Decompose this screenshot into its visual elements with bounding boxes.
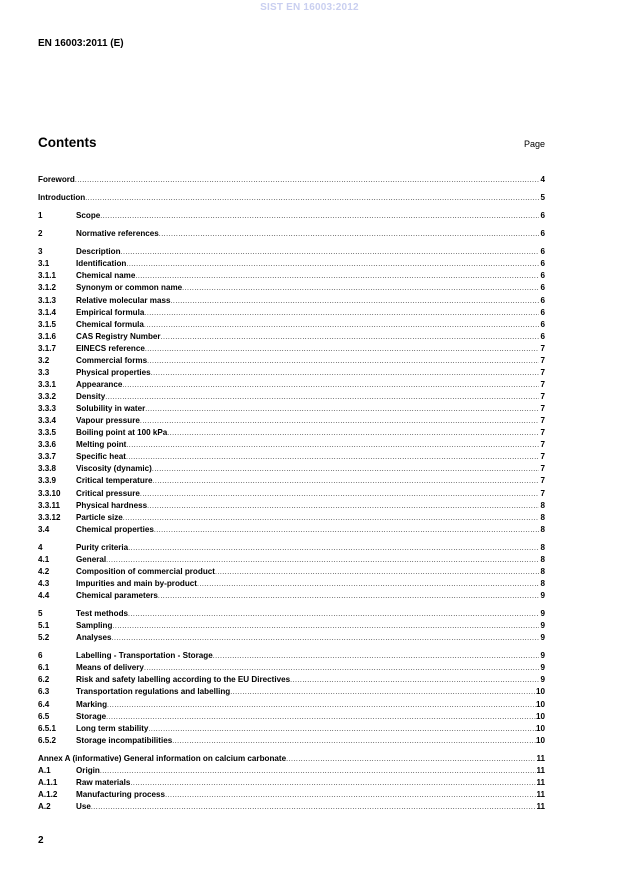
toc-entry-number: 3.3.12: [38, 512, 61, 522]
toc-entry-number: 3.3.5: [38, 428, 57, 438]
toc-entry-number: 5: [38, 609, 43, 619]
toc-leader-dots: [128, 543, 539, 555]
toc-entry-title: Specific heat: [76, 452, 126, 462]
toc-entry-title: Relative molecular mass: [76, 295, 171, 305]
toc-entry-number: 3.3.11: [38, 500, 61, 510]
toc-entry-page: 7: [540, 488, 545, 498]
toc-entry-page: 8: [540, 554, 545, 564]
toc-entry[interactable]: [38, 801, 545, 813]
toc-entry-title: Long term stability: [76, 723, 149, 733]
toc-entry[interactable]: [38, 542, 545, 554]
toc-entry-page: 11: [536, 789, 545, 799]
toc-entry[interactable]: [38, 319, 545, 331]
toc-entry-title: Test methods: [76, 609, 129, 619]
toc-entry-title: Synonym or common name: [76, 283, 183, 293]
toc-entry-page: 11: [536, 777, 545, 787]
toc-entry-number: 3.3: [38, 367, 50, 377]
toc-entry-title: Appearance: [76, 379, 123, 389]
toc-leader-dots: [165, 790, 536, 802]
toc-entry-number: 6.3: [38, 687, 50, 697]
toc-entry-number: A.1.2: [38, 789, 58, 799]
toc-entry-page: 6: [540, 295, 545, 305]
toc-entry[interactable]: [38, 228, 545, 240]
toc-entry-title: Marking: [76, 699, 108, 709]
toc-entry-number: 3.1.3: [38, 295, 57, 305]
toc-leader-dots: [121, 247, 539, 259]
toc-entry[interactable]: [38, 632, 545, 644]
toc-entry[interactable]: [38, 192, 545, 204]
toc-entry-title: Chemical formula: [76, 319, 144, 329]
toc-entry-number: 6.5.1: [38, 723, 57, 733]
toc-entry-page: 7: [540, 404, 545, 414]
toc-entry[interactable]: [38, 282, 545, 294]
toc-entry-page: 6: [540, 271, 545, 281]
toc-leader-dots: [213, 651, 539, 663]
toc-entry-number: 3.3.1: [38, 379, 57, 389]
toc-entry-page: 9: [540, 633, 545, 643]
toc-entry[interactable]: [38, 566, 545, 578]
toc-entry-number: A.1: [38, 765, 51, 775]
toc-entry[interactable]: [38, 174, 545, 186]
toc-entry[interactable]: [38, 427, 545, 439]
toc-leader-dots: [126, 440, 539, 452]
toc-entry-title: Critical pressure: [76, 488, 140, 498]
toc-entry-title: Storage incompatibilities: [76, 735, 173, 745]
toc-entry-number: 3.3.6: [38, 440, 57, 450]
toc-leader-dots: [100, 211, 539, 223]
toc-entry-number: 5.2: [38, 633, 50, 643]
toc-entry-title: Foreword: [38, 175, 75, 184]
toc-entry-title: Critical temperature: [76, 476, 153, 486]
toc-entry[interactable]: [38, 210, 545, 222]
toc-leader-dots: [145, 344, 539, 356]
toc-entry-number: 3.3.2: [38, 392, 57, 401]
toc-leader-dots: [122, 380, 539, 392]
toc-entry-number: 6.5: [38, 711, 50, 721]
table-of-contents: [38, 174, 545, 813]
toc-entry-title: Chemical properties: [76, 524, 154, 534]
toc-leader-dots: [105, 392, 539, 404]
toc-entry-number: 3.1.5: [38, 319, 57, 329]
toc-entry-title: Density: [76, 392, 106, 401]
toc-entry-number: 6.5.2: [38, 735, 57, 745]
toc-entry-title: Physical hardness: [76, 500, 148, 510]
toc-entry[interactable]: [38, 512, 545, 524]
toc-entry-page: 6: [540, 319, 545, 329]
toc-entry-page: 7: [540, 367, 545, 377]
toc-entry[interactable]: [38, 753, 545, 765]
toc-entry[interactable]: [38, 686, 545, 698]
toc-entry[interactable]: [38, 735, 545, 747]
toc-entry-title: Commercial forms: [76, 355, 148, 365]
toc-leader-dots: [128, 609, 539, 621]
toc-leader-dots: [286, 754, 536, 766]
toc-entry-number: A.1.1: [38, 777, 58, 787]
toc-entry-number: 3.3.10: [38, 488, 61, 498]
toc-entry-page: 7: [540, 476, 545, 486]
toc-entry[interactable]: [38, 608, 545, 620]
toc-entry-number: 4.2: [38, 566, 50, 576]
toc-leader-dots: [100, 766, 537, 778]
toc-entry-page: 8: [540, 578, 545, 588]
toc-leader-dots: [107, 700, 536, 712]
toc-leader-dots: [197, 579, 539, 591]
toc-entry[interactable]: [38, 379, 545, 391]
toc-entry-page: 4: [540, 175, 545, 184]
toc-entry-number: 3.1.2: [38, 283, 57, 293]
toc-entry-page: 11: [536, 802, 545, 811]
toc-entry-title: Labelling - Transportation - Storage: [76, 651, 213, 661]
toc-leader-dots: [148, 724, 536, 736]
toc-entry[interactable]: [38, 554, 545, 566]
toc-entry-page: 11: [536, 753, 545, 763]
toc-entry-page: 5: [540, 193, 545, 203]
toc-entry[interactable]: [38, 777, 545, 789]
toc-entry-page: 9: [540, 663, 545, 673]
toc-entry-title: Origin: [76, 765, 100, 775]
toc-entry-title: Sampling: [76, 621, 113, 631]
toc-entry-title: Purity criteria: [76, 542, 129, 552]
toc-leader-dots: [144, 320, 539, 332]
toc-leader-dots: [158, 591, 539, 603]
toc-entry-page: 6: [540, 229, 545, 239]
toc-leader-dots: [91, 802, 537, 814]
toc-leader-dots: [112, 633, 539, 645]
toc-entry-title: CAS Registry Number: [76, 331, 161, 341]
toc-entry-number: 6.4: [38, 699, 50, 709]
toc-leader-dots: [145, 404, 539, 416]
toc-leader-dots: [75, 175, 539, 187]
toc-entry[interactable]: [38, 295, 545, 307]
toc-entry[interactable]: [38, 355, 545, 367]
toc-entry-number: 3.1.7: [38, 343, 57, 353]
toc-entry[interactable]: [38, 765, 545, 777]
toc-leader-dots: [106, 712, 536, 724]
toc-entry[interactable]: [38, 789, 545, 801]
toc-entry[interactable]: [38, 439, 545, 451]
toc-entry-number: 3.1: [38, 259, 50, 269]
toc-entry-page: 7: [540, 343, 545, 353]
toc-entry-title: Chemical parameters: [76, 591, 158, 600]
toc-entry[interactable]: [38, 488, 545, 500]
toc-entry-page: 8: [540, 542, 545, 552]
toc-entry-page: 6: [540, 259, 545, 269]
toc-leader-dots: [147, 501, 539, 513]
toc-entry-number: 3.3.8: [38, 464, 57, 474]
toc-entry-number: 6: [38, 651, 43, 661]
toc-entry-page: 6: [540, 331, 545, 341]
toc-entry-number: 4.4: [38, 591, 50, 600]
toc-entry-number: 3.4: [38, 524, 50, 534]
toc-entry-page: 8: [540, 500, 545, 510]
toc-entry-page: 10: [535, 735, 545, 745]
toc-leader-dots: [147, 356, 539, 368]
toc-entry-title: Means of delivery: [76, 663, 144, 673]
toc-leader-dots: [126, 259, 539, 271]
toc-leader-dots: [135, 271, 539, 283]
toc-entry-page: 7: [540, 452, 545, 462]
toc-entry-number: 3.3.4: [38, 416, 57, 426]
toc-entry-number: A.2: [38, 802, 51, 811]
toc-entry-page: 6: [540, 307, 545, 317]
toc-entry-title: Raw materials: [76, 777, 131, 787]
toc-entry-page: 9: [540, 609, 545, 619]
toc-leader-dots: [215, 567, 539, 579]
toc-entry-number: 6.2: [38, 675, 50, 685]
toc-leader-dots: [126, 452, 539, 464]
document-id: EN 16003:2011 (E): [38, 38, 124, 49]
toc-entry[interactable]: [38, 258, 545, 270]
toc-entry-number: 3.1.6: [38, 331, 57, 341]
toc-leader-dots: [161, 332, 539, 344]
toc-entry[interactable]: [38, 451, 545, 463]
toc-entry[interactable]: [38, 620, 545, 632]
toc-entry-title: Manufacturing process: [76, 789, 166, 799]
toc-entry-page: 11: [536, 765, 545, 775]
toc-entry-page: 10: [535, 687, 545, 697]
toc-entry[interactable]: [38, 723, 545, 735]
toc-entry-page: 7: [540, 416, 545, 426]
toc-entry-title: Empirical formula: [76, 307, 145, 317]
toc-entry-title: Vapour pressure: [76, 416, 140, 426]
toc-entry-title: Solubility in water: [76, 404, 146, 414]
toc-leader-dots: [154, 525, 539, 537]
toc-entry-page: 8: [540, 566, 545, 576]
toc-entry-title: Introduction: [38, 193, 86, 203]
toc-entry-page: 9: [540, 675, 545, 685]
toc-entry-title: Use: [76, 802, 91, 811]
contents-heading: Contents: [38, 135, 97, 150]
toc-entry-page: 7: [540, 355, 545, 365]
toc-entry-title: Chemical name: [76, 271, 136, 281]
toc-entry[interactable]: [38, 463, 545, 475]
toc-entry-page: 10: [535, 723, 545, 733]
toc-entry-title: Storage: [76, 711, 107, 721]
watermark: SIST EN 16003:2012: [260, 2, 359, 13]
toc-entry[interactable]: [38, 246, 545, 258]
toc-entry[interactable]: [38, 343, 545, 355]
toc-entry[interactable]: [38, 699, 545, 711]
toc-entry-title: General: [76, 554, 107, 564]
toc-entry-number: 4.3: [38, 578, 50, 588]
toc-entry[interactable]: [38, 662, 545, 674]
toc-entry-title: Melting point: [76, 440, 127, 450]
toc-entry-title: Composition of commercial product: [76, 566, 215, 576]
toc-entry-page: 10: [535, 711, 545, 721]
toc-entry-number: 6.1: [38, 663, 50, 673]
toc-entry-page: 9: [540, 591, 545, 600]
toc-entry-number: 2: [38, 229, 43, 239]
toc-leader-dots: [140, 416, 539, 428]
page-column-label: Page: [523, 139, 545, 149]
toc-entry-page: 7: [540, 464, 545, 474]
toc-entry-number: 3.1.1: [38, 271, 57, 281]
toc-leader-dots: [167, 428, 539, 440]
toc-entry-title: Boiling point at 100 kPa: [76, 428, 168, 438]
toc-leader-dots: [152, 476, 539, 488]
toc-entry-title: Identification: [76, 259, 127, 269]
toc-entry[interactable]: [38, 403, 545, 415]
toc-entry[interactable]: [38, 270, 545, 282]
toc-leader-dots: [140, 489, 539, 501]
toc-entry-title: EINECS reference: [76, 343, 145, 353]
toc-entry-number: 5.1: [38, 621, 50, 631]
toc-entry-title: Viscosity (dynamic): [76, 464, 152, 474]
toc-entry[interactable]: [38, 590, 545, 602]
toc-entry-title: Particle size: [76, 512, 123, 522]
toc-entry-title: Physical properties: [76, 367, 151, 377]
toc-entry-title: Description: [76, 247, 121, 257]
toc-entry-number: 3.3.7: [38, 452, 57, 462]
toc-entry-page: 6: [540, 247, 545, 257]
toc-entry[interactable]: [38, 307, 545, 319]
toc-leader-dots: [170, 296, 539, 308]
toc-entry-page: 7: [540, 428, 545, 438]
toc-entry-page: 7: [540, 440, 545, 450]
toc-leader-dots: [130, 778, 536, 790]
toc-leader-dots: [85, 193, 539, 205]
toc-entry[interactable]: [38, 391, 545, 403]
toc-entry-number: 3.3.3: [38, 404, 57, 414]
toc-entry-title: Risk and safety labelling according to the EU Directives: [76, 675, 291, 685]
toc-entry-page: 6: [540, 283, 545, 293]
toc-entry-number: 3.2: [38, 355, 50, 365]
toc-entry-title: Transportation regulations and labelling: [76, 687, 231, 697]
toc-entry[interactable]: [38, 415, 545, 427]
toc-entry-number: 4: [38, 542, 43, 552]
toc-entry[interactable]: [38, 674, 545, 686]
footer-page-number: 2: [38, 835, 44, 846]
toc-leader-dots: [172, 736, 536, 748]
toc-entry-page: 8: [540, 524, 545, 534]
toc-leader-dots: [159, 229, 539, 241]
toc-entry[interactable]: [38, 475, 545, 487]
toc-entry[interactable]: [38, 500, 545, 512]
toc-entry-page: 8: [540, 512, 545, 522]
toc-entry[interactable]: [38, 331, 545, 343]
toc-leader-dots: [230, 687, 536, 699]
toc-leader-dots: [152, 464, 539, 476]
toc-entry-number: 3.3.9: [38, 476, 57, 486]
toc-entry-title: Analyses: [76, 633, 112, 643]
toc-entry[interactable]: [38, 367, 545, 379]
toc-entry-page: 10: [535, 699, 545, 709]
toc-leader-dots: [182, 283, 539, 295]
toc-entry-number: 3.1.4: [38, 307, 57, 317]
toc-entry-page: 6: [540, 211, 545, 221]
toc-entry-page: 9: [540, 621, 545, 631]
toc-entry-title: Normative references: [76, 229, 159, 239]
toc-leader-dots: [112, 621, 539, 633]
toc-entry-page: 7: [540, 379, 545, 389]
toc-entry-page: 9: [540, 651, 545, 661]
toc-leader-dots: [151, 368, 539, 380]
toc-entry-title: Annex A (informative) General information on calcium carbonate: [38, 753, 287, 763]
toc-leader-dots: [290, 675, 539, 687]
toc-entry-title: Scope: [76, 211, 101, 221]
toc-entry-title: Impurities and main by-product: [76, 578, 197, 588]
toc-entry[interactable]: [38, 578, 545, 590]
toc-entry-number: 3: [38, 247, 43, 257]
toc-leader-dots: [144, 308, 539, 320]
toc-entry[interactable]: [38, 711, 545, 723]
toc-entry-page: 7: [540, 392, 545, 401]
toc-leader-dots: [123, 513, 539, 525]
toc-entry[interactable]: [38, 524, 545, 536]
toc-entry-number: 4.1: [38, 554, 50, 564]
toc-entry[interactable]: [38, 650, 545, 662]
toc-entry-number: 1: [38, 211, 43, 221]
